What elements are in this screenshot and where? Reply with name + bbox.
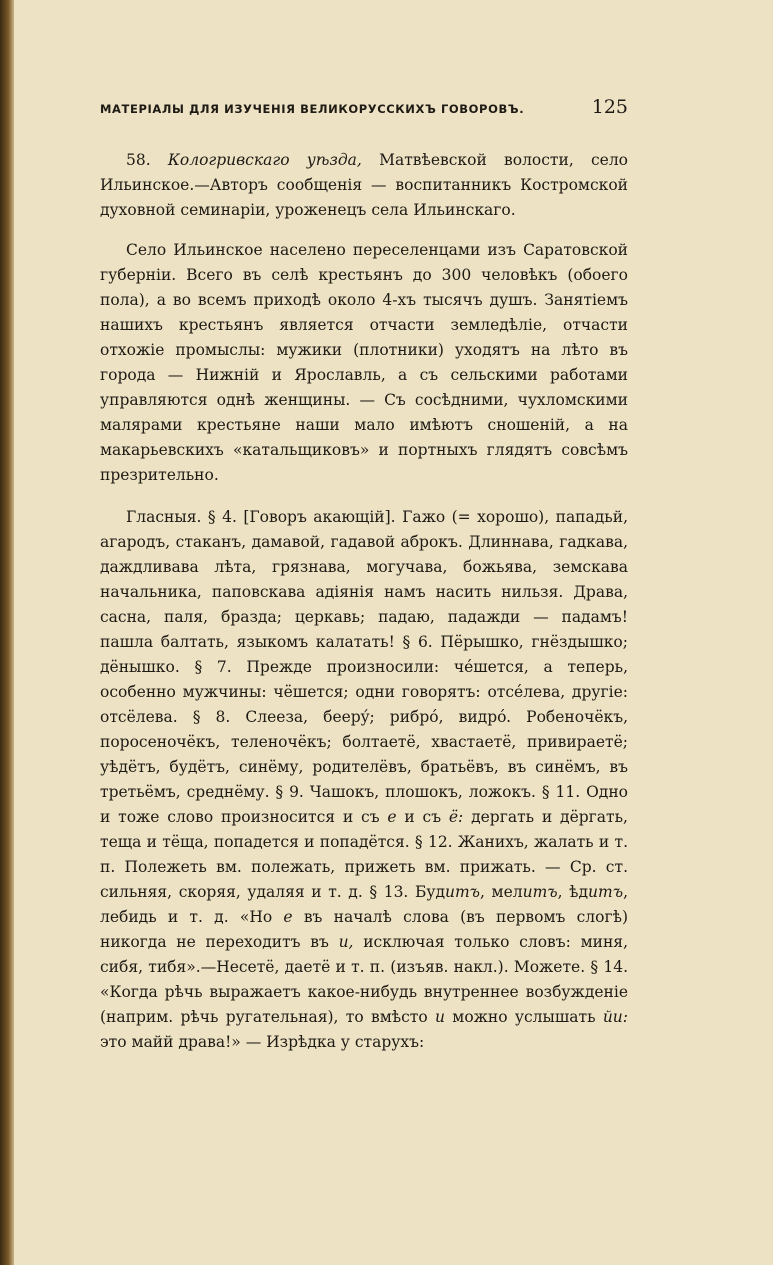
text-run: въ началѣ слова (въ первомъ слогѣ) никогда не переходитъ въ bbox=[100, 908, 628, 951]
text-run: , мел bbox=[480, 883, 523, 901]
italic-ending: итъ bbox=[588, 883, 624, 901]
italic-letter: и, bbox=[338, 933, 354, 951]
section-label: Гласныя. bbox=[126, 508, 202, 526]
entry-district: Кологривскаго уѣзда, bbox=[167, 151, 362, 169]
description-paragraph: Село Ильинское населено переселенцами изъ Саратовской губерніи. Всего въ селѣ крестьянъ до 300 человѣкъ (обоего пола), а во всемъ приходѣ около 4-хъ тысячъ душъ. Занятіемъ нашихъ крестьянъ является отчасти земледѣліе, отчасти отхожіе промыслы: мужики (плотники) уходятъ на лѣто въ города — Нижній и Ярославль, а съ сельскими работами управляются однѣ женщины. — Съ сосѣдними, чухломскими малярами крестьяне наши мало имѣютъ сношеній, а на макарьевскихъ «катальщиковъ» и портныхъ глядятъ совсѣмъ презрительно. bbox=[100, 241, 628, 484]
italic-letter: и bbox=[434, 1008, 445, 1026]
book-binding-edge bbox=[0, 0, 14, 1265]
entry-paragraph bbox=[100, 148, 628, 223]
page-number: 125 bbox=[591, 96, 628, 118]
running-header bbox=[100, 96, 628, 118]
italic-letter: ё: bbox=[448, 808, 464, 826]
italic-ending: итъ bbox=[445, 883, 481, 901]
text-run: дергать и дёргать, теща и тёща, попадется и попадётся. § 12. Жанихъ, жалать и т. п. Полежеть вм. полежать, прижеть вм. прижать. — Ср. ст. сильняя, скоряя, удаляя и т. д. § 13. Буд bbox=[100, 808, 628, 901]
entry-lead-text: Матвѣевской волости, село Ильинское.—Авторъ сообщенія — воспитанникъ Костромской духовной семинаріи, уроженецъ села Ильинскаго. bbox=[100, 151, 629, 219]
italic-ending: итъ bbox=[522, 883, 558, 901]
text-run: это майй драва!» — Изрѣдка у старухъ: bbox=[100, 1033, 425, 1051]
entry-number: 58. bbox=[126, 151, 151, 169]
text-run: можно услышать bbox=[444, 1008, 603, 1026]
text-run: § 4. [Говоръ акающій]. Гажо (= хорошо), пападьй, агародъ, стаканъ, дамавой, гадавой аброкъ. Длиннава, гадкава, даждливава лѣта, грязнава, могучава, божьява, земскава начальника, паповскава адіянія намъ насить нильзя. Драва, сасна, паля, бразда; церкавь; падаю, падажди — падамъ! пашла балтать, языкомъ калатать! § 6. Пёрышко, гнёздышко; дёнышко. § 7. Прежде произносили: чéшется, а теперь, особенно мужчины: чёшется; одни говорятъ: отсéлева, другіе: отсёлева. § 8. Слееза, беерý; рибрó, видрó. Робеночёкъ, поросеночёкъ, теленочёкъ; болтаетё, хвастаетё, привираетё; уѣдётъ, будётъ, синёму, родителёвъ, братьёвъ, въ синёмъ, въ третьёмъ, среднёму. § 9. Чашокъ, плошокъ, ложокъ. § 11. Одно и тоже слово произносится и съ bbox=[100, 508, 628, 826]
italic-letter: е bbox=[283, 908, 293, 926]
italic-letter: е bbox=[387, 808, 397, 826]
running-title: МАТЕРІАЛЫ ДЛЯ ИЗУЧЕНІЯ ВЕЛИКОРУССКИХЪ ГОВОРОВЪ. bbox=[100, 102, 525, 116]
text-run: исключая только словъ: миня, сибя, тибя».—Несетё, даетё и т. п. (изъяв. накл.). Можете. § 14. «Когда рѣчь выражаетъ какое-нибудь внутреннее возбужденіе (наприм. рѣчь ругательная), то вмѣсто bbox=[100, 933, 628, 1026]
text-run: , ѣд bbox=[557, 883, 589, 901]
italic-letter: йи: bbox=[602, 1008, 628, 1026]
text-run: , лебидь и т. д. «Но bbox=[100, 883, 628, 926]
phonetics-paragraph bbox=[100, 505, 628, 1055]
text-run: и съ bbox=[396, 808, 449, 826]
book-page bbox=[100, 96, 628, 1055]
